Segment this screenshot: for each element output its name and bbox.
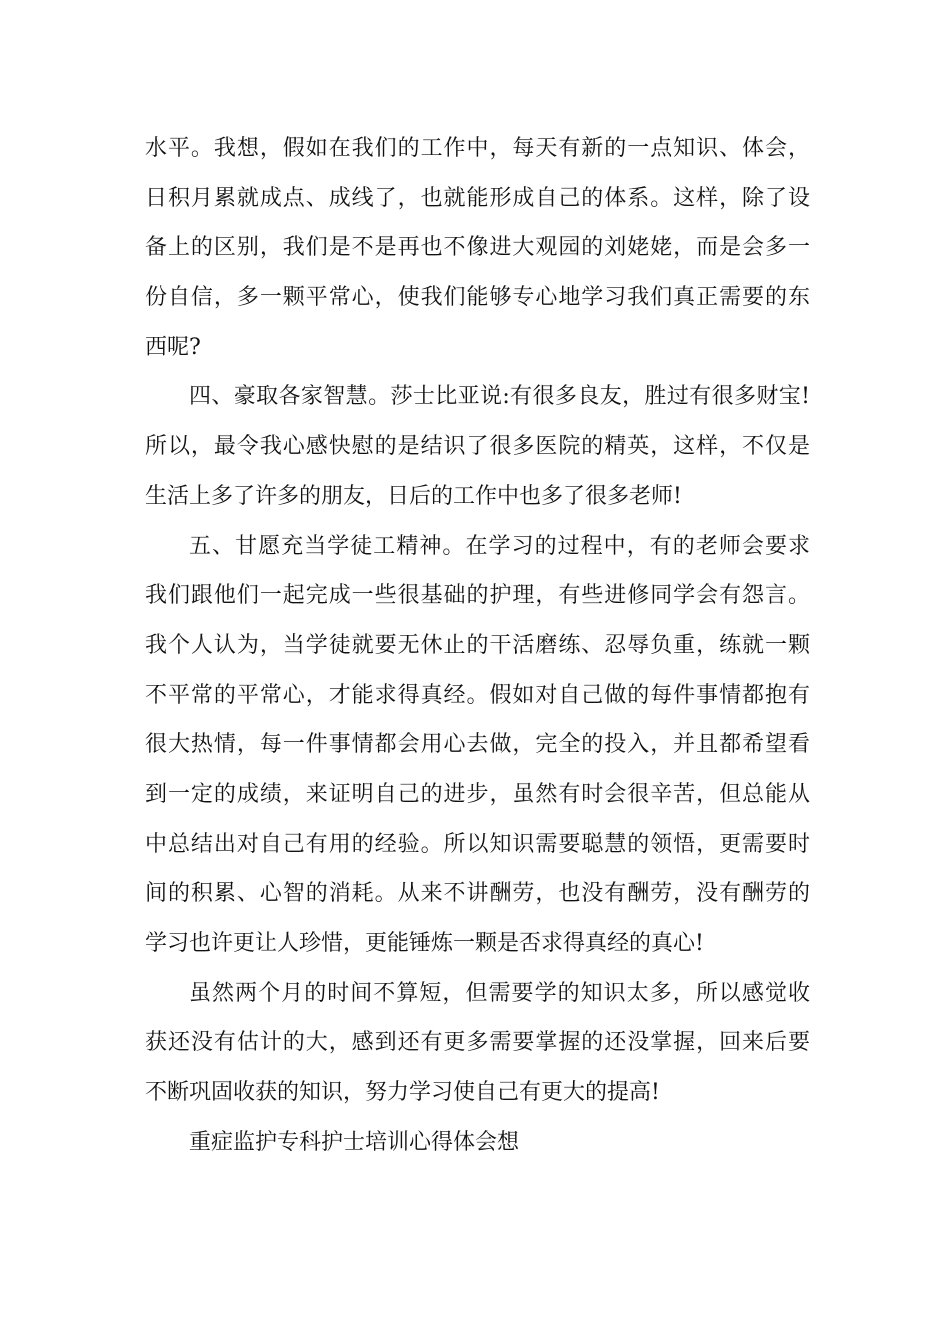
text-line: 水平。我想，假如在我们的工作中，每天有新的一点知识、体会， [145, 136, 810, 161]
paragraph-first-line: 虽然两个月的时间不算短，但需要学的知识太多，所以感觉收 [189, 980, 810, 1006]
text-line: 所以，最令我心感快慰的是结识了很多医院的精英，这样，不仅是 [145, 434, 810, 460]
text-line: 到一定的成绩，来证明自己的进步，虽然有时会很辛苦，但总能从 [145, 781, 810, 807]
text-line: 学习也许更让人珍惜，更能锤炼一颗是否求得真经的真心! [145, 931, 704, 956]
text-line: 获还没有估计的大，感到还有更多需要掌握的还没掌握，回来后要 [145, 1030, 810, 1056]
text-line: 备上的区别，我们是不是再也不像进大观园的刘姥姥，而是会多一 [145, 235, 810, 261]
paragraph-first-line: 四、豪取各家智慧。莎士比亚说:有很多良友，胜过有很多财宝! [189, 384, 810, 410]
text-line: 西呢? [145, 334, 201, 360]
text-line: 日积月累就成点、成线了，也就能形成自己的体系。这样，除了设 [145, 185, 810, 211]
paragraph-first-line: 五、甘愿充当学徒工精神。在学习的过程中，有的老师会要求 [189, 533, 810, 559]
text-line: 生活上多了许多的朋友，日后的工作中也多了很多老师! [145, 483, 682, 509]
text-line: 我们跟他们一起完成一些很基础的护理，有些进修同学会有怨言。 [145, 583, 810, 609]
text-line: 很大热情，每一件事情都会用心去做，完全的投入，并且都希望看 [145, 732, 810, 758]
text-line: 间的积累、心智的消耗。从来不讲酬劳，也没有酬劳，没有酬劳的 [145, 881, 810, 907]
text-line: 份自信，多一颗平常心，使我们能够专心地学习我们真正需要的东 [145, 285, 810, 311]
body-text [145, 124, 810, 1167]
text-line: 不断巩固收获的知识，努力学习使自己有更大的提高! [145, 1080, 660, 1106]
section-heading: 重症监护专科护士培训心得体会想 [189, 1129, 520, 1155]
text-line: 中总结出对自己有用的经验。所以知识需要聪慧的领悟，更需要时 [145, 831, 810, 857]
text-line: 不平常的平常心，才能求得真经。假如对自己做的每件事情都抱有 [145, 682, 810, 708]
text-line: 我个人认为，当学徒就要无休止的干活磨练、忍辱负重，练就一颗 [145, 632, 810, 658]
